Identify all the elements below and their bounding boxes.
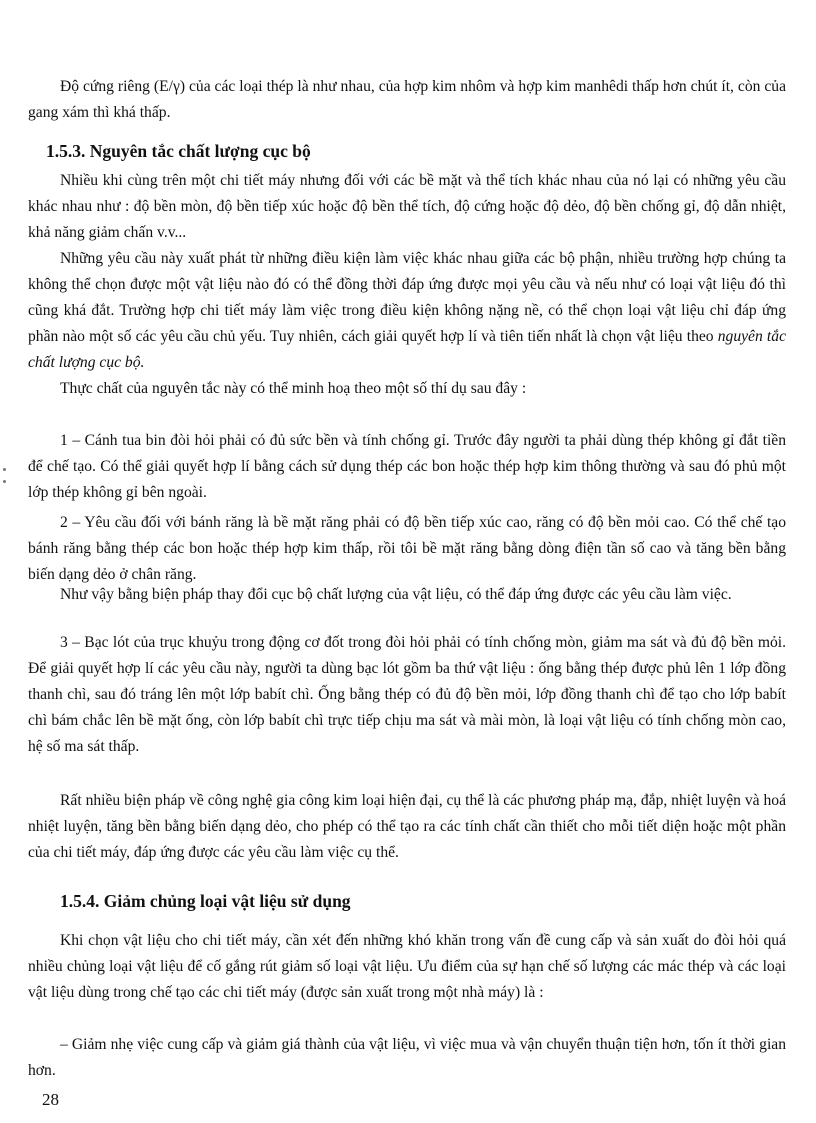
paragraph-local-quality [28,246,786,376]
example-3-bearing: 3 – Bạc lót của trục khuỷu trong động cơ đốt trong đòi hỏi phải có tính chống mòn, giảm ma sát và đủ độ bền mỏi. Để giải quyết hợp lí các yêu cầu này, người ta dùng bạc lót gồm ba thứ vật liệu : ống bằng thép được phủ lên 1 lớp đồng thanh chì, sau đó tráng lên một lớp babít chì. Ống bằng thép có đủ độ bền mỏi, lớp đồng thanh chì để tạo cho lớp babít chì bám chắc lên bề mặt ống, còn lớp babít chì trực tiếp chịu ma sát và mài mòn, là loại vật liệu có tính chống mòn cao, hệ số ma sát thấp. [28,634,786,755]
paragraph-examples-intro: Thực chất của nguyên tắc này có thể minh hoạ theo một số thí dụ sau đây : [60,380,527,397]
list-item-benefit-1: – Giảm nhẹ việc cung cấp và giảm giá thành của vật liệu, vì việc mua và vận chuyển thuận tiện hơn, tốn ít thời gian hơn. [28,1036,786,1079]
paragraph-reduce-materials: Khi chọn vật liệu cho chi tiết máy, cần xét đến những khó khăn trong vấn đề cung cấp và sản xuất do đòi hỏi quá nhiều chủng loại vật liệu để cố gắng rút giảm số loại vật liệu. Ưu điểm của sự hạn chế số lượng các mác thép và các loại vật liệu dùng trong chế tạo các chi tiết máy (được sản xuất trong một nhà máy) là : [28,932,786,1001]
section-heading-1-5-3: 1.5.3. Nguyên tắc chất lượng cục bộ [46,141,311,161]
scan-speck [3,480,6,483]
paragraph-requirements: Nhiều khi cùng trên một chi tiết máy nhưng đối với các bề mặt và thể tích khác nhau của nó lại có những yêu cầu khác nhau như : độ bền mòn, độ bền tiếp xúc hoặc độ bền thể tích, độ cứng hoặc độ dẻo, độ bền chống gỉ, độ dẫn nhiệt, khả năng giảm chấn v.v... [28,172,786,241]
paragraph-technologies: Rất nhiều biện pháp về công nghệ gia công kim loại hiện đại, cụ thể là các phương pháp mạ, đắp, nhiệt luyện và hoá nhiệt luyện, tăng bền bằng biến dạng dẻo, cho phép có thể tạo ra các tính chất cần thiết cho mỗi tiết diện hoặc một phần của chi tiết máy, đáp ứng được các yêu cầu làm việc cụ thể. [28,792,786,861]
example-1-turbine-blade: 1 – Cánh tua bin đòi hỏi phải có đủ sức bền và tính chống gỉ. Trước đây người ta phải dùng thép không gỉ đắt tiền để chế tạo. Có thể giải quyết hợp lí bằng cách sử dụng thép các bon hoặc thép hợp kim thông thường và sau đó phủ một lớp thép không gỉ bên ngoài. [28,432,786,501]
section-heading-1-5-4: 1.5.4. Giảm chủng loại vật liệu sử dụng [60,891,351,911]
example-2-gear: 2 – Yêu cầu đối với bánh răng là bề mặt răng phải có độ bền tiếp xúc cao, răng có độ bền mỏi cao. Có thể chế tạo bánh răng bằng thép các bon hoặc thép hợp kim thấp, rồi tôi bề mặt răng bằng dòng điện tần số cao và tăng bền bằng biến dạng dẻo ở chân răng. [28,514,786,583]
local-quality-principle-term: nguyên tắc chất lượng cục bộ. [28,328,786,371]
paragraph-conclusion: Như vậy bằng biện pháp thay đổi cục bộ chất lượng của vật liệu, có thể đáp ứng được các yêu cầu làm việc. [60,586,732,603]
paragraph-local-quality-text: Những yêu cầu này xuất phát từ những điều kiện làm việc khác nhau giữa các bộ phận, nhiều trường hợp chúng ta không thể chọn được một vật liệu nào đó có thể đồng thời đáp ứng được mọi yêu cầu và nếu như có loại vật liệu đó thì cũng khá đắt. Trường hợp chi tiết máy làm việc trong điều kiện không nặng nề, có thể chọn loại vật liệu chỉ đáp ứng phần nào một số các yêu cầu chủ yếu. Tuy nhiên, cách giải quyết hợp lí và tiên tiến nhất là chọn vật liệu theo [28,250,786,345]
page-number: 28 [42,1090,59,1109]
scan-speck [3,468,6,471]
paragraph-stiffness: Độ cứng riêng (E/γ) của các loại thép là như nhau, của hợp kim nhôm và hợp kim manhêdi thấp hơn chút ít, còn của gang xám thì khá thấp. [28,78,786,121]
